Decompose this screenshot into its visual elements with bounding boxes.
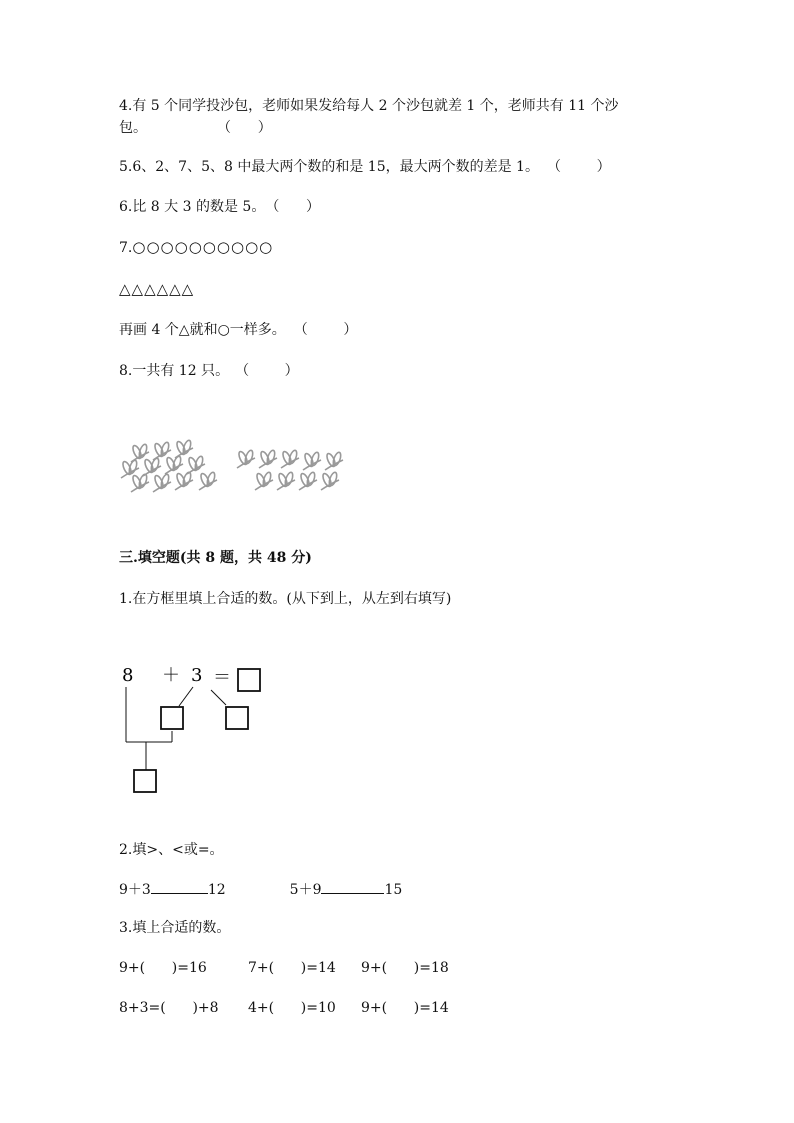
dragonfly-icon [175,439,193,458]
dragonfly-icon [299,471,317,490]
circle-shapes: ○○○○○○○○○○ [132,238,274,256]
dragonfly-icon [121,459,139,478]
section-3-title: 三.填空题(共 8 题，共 48 分) [119,550,312,566]
dragonfly-icon [281,449,299,468]
answer-paren[interactable]: （ ） [265,199,321,215]
equation-item[interactable]: 9+( )=16 [119,960,207,976]
equals-sign: ＝ [213,667,231,688]
fill-question-3: 3.填上合适的数。 [119,920,231,936]
compare-right-expr: 5＋9 [289,882,322,898]
dragonfly-icon [259,449,277,468]
compare-blank-1[interactable] [151,879,208,894]
dragonfly-icon [165,455,183,474]
sum-box[interactable] [134,770,156,792]
compare-left-value: 12 [207,882,226,898]
split-box-left[interactable] [161,707,183,729]
dragonfly-icon [131,473,149,492]
equation-item[interactable]: 9+( )=18 [361,960,449,976]
question-4-line2 [119,118,272,138]
question-7-text: 再画 4 个△就和○一样多。 [119,322,286,338]
number-decomposition-diagram [115,660,275,800]
question-7-number: 7. [119,240,133,256]
dragonfly-icon [321,471,339,490]
equation-item[interactable]: 9+( )=14 [361,1000,449,1016]
fill-question-1: 1.在方框里填上合适的数。(从下到上，从左到右填写) [119,591,452,607]
dragonfly-icon [255,471,273,490]
equation-item[interactable]: 7+( )=14 [248,960,336,976]
triangle-shapes: △△△△△△ [119,280,195,298]
question-6-text: 6.比 8 大 3 的数是 5。 [119,199,266,215]
number-three: 3 [191,665,203,686]
question-7-circles-row [119,237,273,258]
answer-paren[interactable]: （ ） [217,120,272,136]
dragonfly-icon [153,473,171,492]
split-box-right[interactable] [226,707,248,729]
question-6 [119,197,320,217]
dragonfly-icon [325,451,343,470]
dragonfly-icon [303,451,321,470]
dragonfly-icon [175,471,193,490]
compare-row [119,879,402,900]
dragonfly-icon [143,457,161,476]
fill-question-2: 2.填>、<或=。 [119,842,224,858]
split-left-line [179,687,193,706]
result-box[interactable] [238,669,260,691]
question-7-statement [119,320,357,340]
compare-right-value: 15 [384,882,403,898]
question-5-text: 5.6、2、7、5、8 中最大两个数的和是 15，最大两个数的差是 1。 [119,159,539,175]
split-right-line [211,690,226,705]
answer-paren[interactable]: （ ） [293,322,358,338]
dragonfly-icon [199,471,217,490]
compare-left-expr: 9＋3 [119,882,151,898]
answer-paren[interactable]: （ ） [235,363,299,379]
question-4-text: 包。 [119,120,147,136]
question-8 [119,361,299,381]
dragonfly-icon [187,455,205,474]
compare-blank-2[interactable] [321,879,384,894]
equation-item[interactable]: 8+3=( )+8 [119,1000,219,1016]
equation-item[interactable]: 4+( )=10 [248,1000,336,1016]
dragonfly-icon [237,449,255,468]
question-4-line1: 4.有 5 个同学投沙包，老师如果发给每人 2 个沙包就差 1 个，老师共有 11 个沙 [119,98,619,114]
question-8-text: 8.一共有 12 只。 [119,363,230,379]
dragonfly-icon [277,471,295,490]
number-eight: 8 [122,665,134,686]
question-5 [119,157,611,177]
answer-paren[interactable]: （ ） [546,159,611,175]
plus-sign: ＋ [162,665,180,686]
dragonfly-illustration [118,430,368,510]
